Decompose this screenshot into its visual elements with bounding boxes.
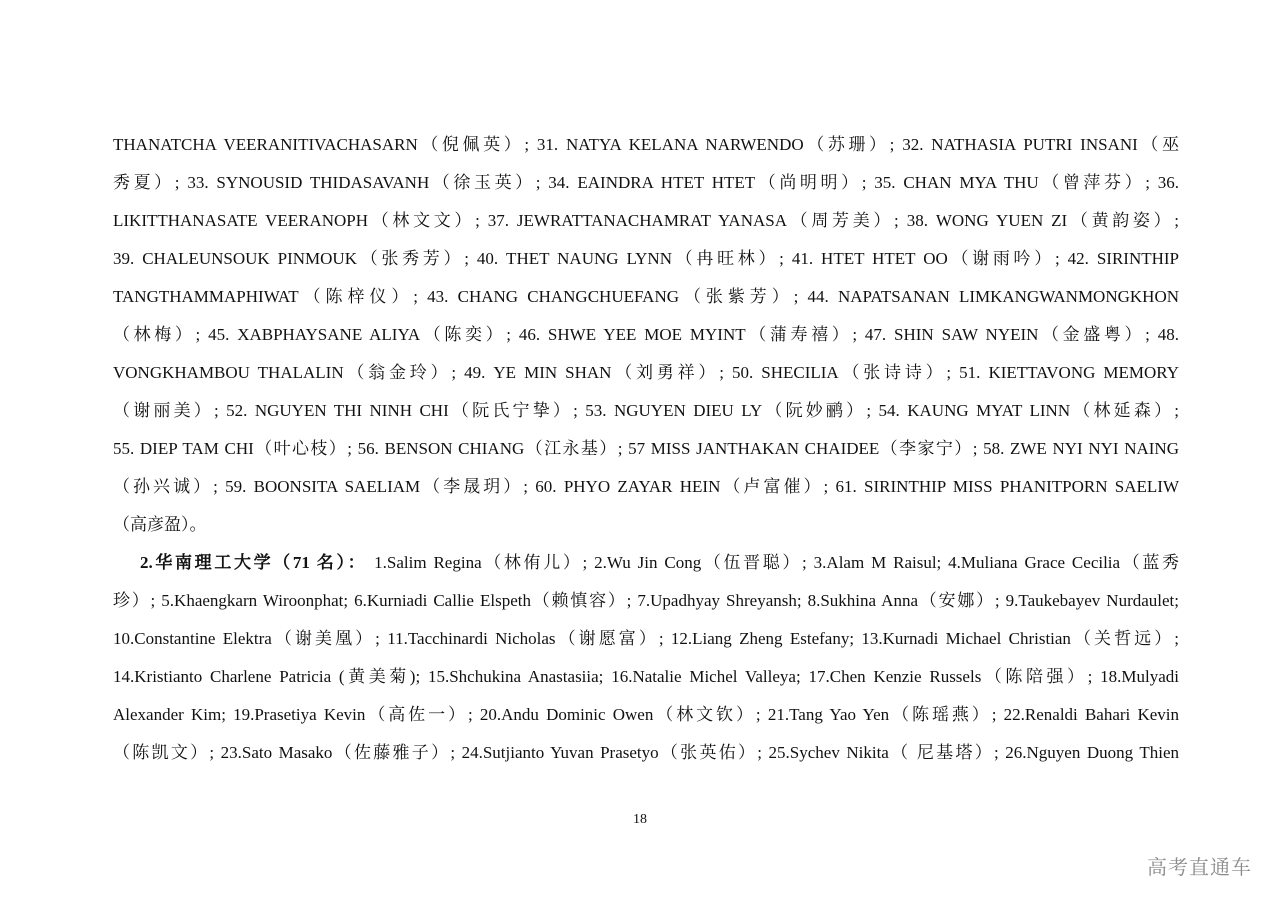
body-text-line: Alexander Kim; 19.Prasetiya Kevin（高佐一）; 20.Andu Dominic Owen（林文钦）; 21.Tang Yao Yen（陈瑶燕）; 22.Renaldi Bahari Kevin [113,705,1179,724]
body-text-line: （陈凯文）; 23.Sato Masako（佐藤雅子）; 24.Sutjianto Yuvan Prasetyo（张英佑）; 25.Sychev Nikita（ 尼基塔）; 26.Nguyen Duong Thien [113,743,1179,762]
body-text-line: 55. DIEP TAM CHI（叶心枝）; 56. BENSON CHIANG（江永基）; 57 MISS JANTHAKAN CHAIDEE（李家宁）; 58. ZWE NYI NYI NAING [113,439,1179,458]
body-text-line: （谢丽美）; 52. NGUYEN THI NINH CHI（阮氏宁挚）; 53. NGUYEN DIEU LY（阮妙鹂）; 54. KAUNG MYAT LINN（林延森）; [113,401,1179,420]
section-2-text: 1.Salim Regina（林侑儿）; 2.Wu Jin Cong（伍晋聪）; 3.Alam M Raisul; 4.Muliana Grace Cecilia（蓝秀 [374,553,1180,572]
watermark-logo: 高考直通车 [1147,855,1252,879]
body-text-line: 秀夏）; 33. SYNOUSID THIDASAVANH（徐玉英）; 34. EAINDRA HTET HTET（尚明明）; 35. CHAN MYA THU（曾萍芬）; 36. [113,173,1179,192]
body-text-line: （高彦盈）。 [113,515,207,534]
body-text-line: LIKITTHANASATE VEERANOPH（林文文）; 37. JEWRATTANACHAMRAT YANASA（周芳美）; 38. WONG YUEN ZI（黄韵姿）; [113,211,1179,230]
body-text-line: （林梅）; 45. XABPHAYSANE ALIYA（陈奕）; 46. SHWE YEE MOE MYINT（蒲寿禧）; 47. SHIN SAW NYEIN（金盛粤）; 48. [113,325,1179,344]
body-text-line: TANGTHAMMAPHIWAT（陈梓仪）; 43. CHANG CHANGCHUEFANG（张紫芳）; 44. NAPATSANAN LIMKANGWANMONGKHON [113,287,1179,306]
body-text-line: 10.Constantine Elektra（谢美凰）; 11.Tacchinardi Nicholas（谢愿富）; 12.Liang Zheng Estefany; 13.Kurnadi Michael Christian（关哲远）; [113,629,1179,648]
body-text-line: （孙兴诚）; 59. BOONSITA SAELIAM（李晟玥）; 60. PHYO ZAYAR HEIN（卢富催）; 61. SIRINTHIP MISS PHANITPORN SAELIW [113,477,1179,496]
body-text-line: 39. CHALEUNSOUK PINMOUK（张秀芳）; 40. THET NAUNG LYNN（冉旺林）; 41. HTET HTET OO（谢雨吟）; 42. SIRINTHIP [113,249,1179,268]
section-2-first-line [140,551,1179,575]
body-text-line: THANATCHA VEERANITIVACHASARN（倪佩英）; 31. NATYA KELANA NARWENDO（苏珊）; 32. NATHASIA PUTRI INSANI（巫 [113,135,1179,154]
section-heading: 2.华南理工大学（71 名）： [140,553,368,572]
body-text-line: VONGKHAMBOU THALALIN（翁金玲）; 49. YE MIN SHAN（刘勇祥）; 50. SHECILIA（张诗诗）; 51. KIETTAVONG MEMORY [113,363,1179,382]
body-text-line: 珍）; 5.Khaengkarn Wiroonphat; 6.Kurniadi Callie Elspeth（赖慎容）; 7.Upadhyay Shreyansh; 8.Sukhina Anna（安娜）; 9.Taukebayev Nurdaulet; [113,591,1179,610]
page-number: 18 [633,812,647,827]
body-text-line: 14.Kristianto Charlene Patricia (黄美菊); 15.Shchukina Anastasiia; 16.Natalie Michel Valleya; 17.Chen Kenzie Russels（陈陪强）; 18.Mulyadi [113,667,1179,686]
